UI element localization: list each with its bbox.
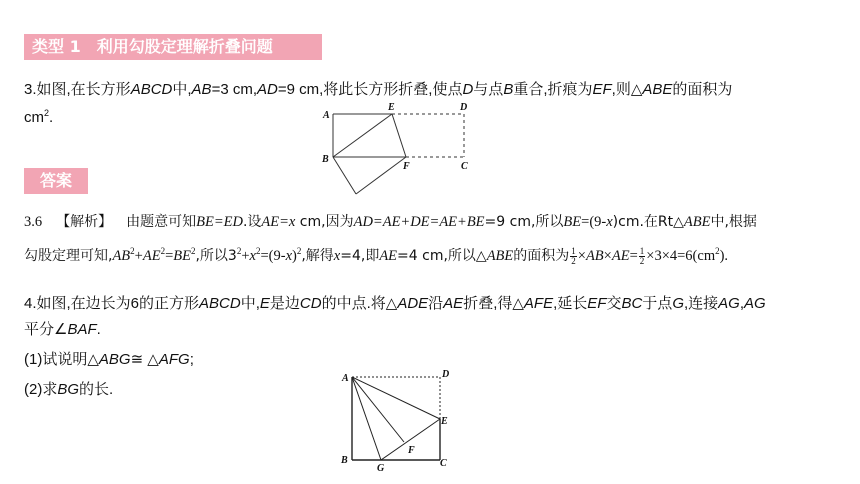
q4-label-F: F [408, 445, 415, 456]
q4-label-G: G [377, 463, 385, 474]
q4-part1: (1)试说明△ABG≅ △AFG; [24, 351, 194, 368]
q3-label-B: B [322, 154, 329, 165]
solution-line2: 勾股定理可知$,AB^2+AE^2=BE^2$,所以$3^2+x^2=(9-x)^2$,解得x=4,即AE=4 cm,所以△ABE的面积为 $\frac{1}{2}$ ×AB×AE= $\frac{1}{2}$ $\times 3\times 4=6(cm^2)$. [24, 246, 729, 267]
q4-segment-AG [352, 377, 381, 460]
fraction-half: $\frac{1}{2}$ [571, 246, 576, 267]
q3-segment-BE [333, 114, 392, 157]
q4-figure [352, 377, 440, 460]
q4-part2: (2)求BG的长. [24, 381, 114, 398]
q4-segment-AF [352, 377, 404, 442]
q4-label-B: B [341, 455, 348, 466]
solution-line1: 3.6 【解析】 由题意可知BE=ED.设AE=x cm,因为AD=AE+DE=AE+BE=9 cm,所以BE=(9-x)cm.在Rt△ABE中,根据 [24, 214, 757, 230]
answer-label: 答案 [24, 168, 88, 194]
section-title: 类型 1 利用勾股定理解折叠问题 [24, 34, 322, 60]
q3-folded-edge [333, 157, 356, 194]
q3-label-F: F [403, 161, 410, 172]
q3-crease-EF [392, 114, 406, 157]
fraction-half: $\frac{1}{2}$ [639, 246, 645, 267]
q3-folded-edge [356, 157, 406, 194]
q3-text-line1: 3.如图,在长方形ABCD中,AB=3 cm,AD=9 cm,将此长方形折叠,使点D与点B重合,折痕为EF,则△ABE的面积为 [24, 81, 733, 98]
q4-text-line1: 4.如图,在边长为6的正方形ABCD中,E是边CD的中点.将△ADE沿AE折叠,得△AFE,延长EF交BC于点G,连接AG,AG [24, 295, 766, 312]
q3-label-D: D [460, 102, 468, 113]
q4-label-D: D [442, 369, 450, 380]
q4-segment-AE [352, 377, 440, 419]
q4-label-A: A [342, 373, 349, 384]
q3-label-E: E [388, 102, 395, 113]
q4-text-line2: 平分∠BAF. [24, 321, 101, 338]
q3-figure [333, 114, 464, 194]
q4-label-C: C [440, 458, 447, 469]
q3-label-C: C [461, 161, 468, 172]
q4-label-E: E [441, 416, 448, 427]
q3-label-A: A [323, 110, 330, 121]
q3-text-line2: $cm^2$. [24, 108, 54, 126]
